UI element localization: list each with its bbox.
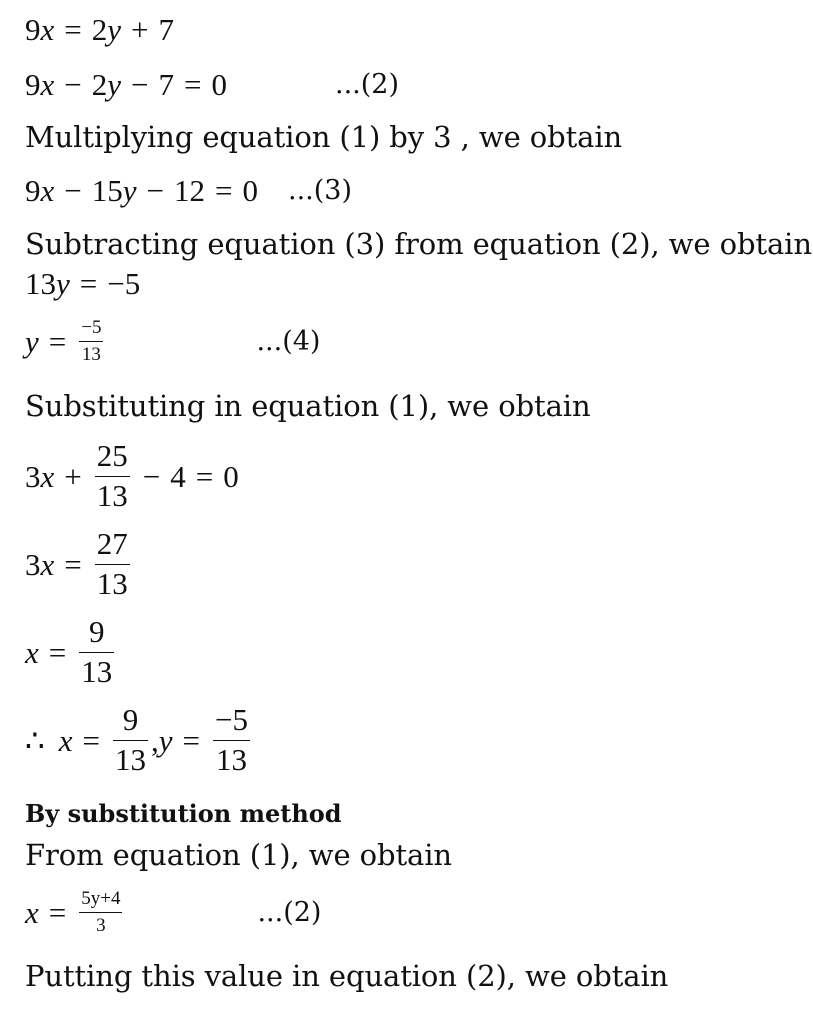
equals-sign: = — [82, 722, 100, 758]
equation-tag: ...(3) — [287, 175, 352, 206]
denominator: 3 — [96, 915, 106, 937]
fraction-bar — [79, 341, 103, 343]
equals-sign: = — [79, 266, 98, 301]
fraction-bar — [95, 476, 130, 478]
numerator: −5 — [81, 317, 102, 338]
step-text-multiplying: Multiplying equation (1) by 3 , we obtain — [25, 120, 623, 154]
var-x: x — [40, 173, 55, 208]
constant: 0 — [242, 173, 258, 208]
numerator: 5y+4 — [81, 888, 121, 909]
minus-sign: − — [146, 173, 164, 208]
numerator: 27 — [96, 526, 128, 561]
equals-sign: = — [64, 12, 82, 47]
equals-sign: = — [48, 634, 67, 670]
denominator: 13 — [96, 566, 128, 602]
numerator: 9 — [89, 614, 105, 649]
equation-x-substitution — [25, 889, 321, 936]
equation-3 — [25, 175, 352, 206]
equals-sign: = — [48, 324, 67, 360]
minus-sign: − — [64, 173, 82, 208]
equation-2 — [25, 69, 399, 100]
fraction — [213, 704, 250, 777]
var-x: x — [40, 67, 55, 102]
fraction — [79, 616, 114, 689]
coef: 9 — [25, 173, 41, 208]
equation-tag: ...(2) — [257, 897, 322, 929]
fraction-bar — [79, 652, 114, 654]
equation-13y — [25, 268, 140, 299]
denominator: 13 — [215, 742, 247, 778]
numerator: 25 — [96, 438, 128, 473]
var-y: y — [56, 266, 70, 301]
var-x: x — [40, 546, 55, 582]
fraction-bar — [213, 740, 250, 742]
equation-3x-plus — [25, 440, 239, 513]
equation-solution — [25, 704, 253, 777]
equation-tag: ...(4) — [256, 326, 321, 358]
var-x: x — [25, 634, 39, 670]
coef: 2 — [91, 12, 108, 47]
equation-4 — [25, 318, 320, 365]
var-y: y — [158, 722, 173, 758]
step-text-subtracting: Subtracting equation (3) from equation (2), we obtain — [25, 227, 812, 261]
coef: 15 — [91, 173, 123, 208]
var-x: x — [40, 12, 55, 47]
plus-sign: + — [131, 12, 149, 47]
fraction — [79, 889, 122, 936]
fraction-bar — [113, 740, 148, 742]
constant: 7 — [158, 12, 174, 47]
plus-sign: + — [64, 458, 82, 494]
minus-sign: − — [131, 67, 149, 102]
var-x: x — [58, 722, 73, 758]
step-text-putting: Putting this value in equation (2), we obtain — [25, 959, 669, 993]
minus-sign: − — [64, 67, 82, 102]
coef: 9 — [25, 67, 41, 102]
denominator: 13 — [114, 742, 146, 778]
minus-sign: − — [142, 458, 161, 494]
fraction-bar — [95, 564, 130, 566]
var-y: y — [25, 324, 39, 360]
fraction — [79, 318, 103, 365]
var-y: y — [107, 67, 122, 102]
constant: 12 — [174, 173, 205, 208]
equation-9x-equals-2y-plus-7 — [25, 14, 174, 45]
var-x: x — [40, 458, 55, 494]
denominator: 13 — [81, 654, 113, 690]
coef: 3 — [25, 546, 41, 582]
equation-x-equals — [25, 616, 117, 689]
denominator: 13 — [96, 478, 128, 514]
equals-sign: = — [64, 546, 82, 582]
step-text-from-equation: From equation (1), we obtain — [25, 838, 452, 872]
constant: −5 — [107, 266, 141, 301]
fraction — [113, 704, 148, 777]
fraction — [95, 440, 130, 513]
coef: 2 — [91, 67, 108, 102]
section-heading: By substitution method — [25, 799, 342, 828]
equals-sign: = — [184, 67, 202, 102]
step-text-substituting: Substituting in equation (1), we obtain — [25, 389, 591, 423]
var-y: y — [122, 173, 137, 208]
var-x: x — [25, 895, 39, 931]
constant: 4 — [170, 458, 186, 494]
constant: 7 — [158, 67, 174, 102]
constant: 0 — [211, 67, 227, 102]
equation-tag: ...(2) — [334, 69, 399, 100]
fraction — [95, 528, 130, 601]
comma: , — [150, 722, 159, 758]
numerator: 9 — [122, 702, 139, 737]
coef: 9 — [25, 12, 41, 47]
constant: 0 — [223, 458, 239, 494]
denominator: 13 — [81, 344, 101, 366]
equals-sign: = — [48, 895, 67, 931]
equals-sign: = — [195, 458, 214, 494]
var-y: y — [107, 12, 122, 47]
therefore-symbol: ∴ — [25, 722, 45, 758]
equation-3x-equals — [25, 528, 133, 601]
coef: 13 — [25, 266, 56, 301]
coef: 3 — [25, 458, 41, 494]
fraction-bar — [79, 912, 122, 914]
equals-sign: = — [215, 173, 233, 208]
equals-sign: = — [182, 722, 200, 758]
numerator: −5 — [214, 702, 248, 737]
